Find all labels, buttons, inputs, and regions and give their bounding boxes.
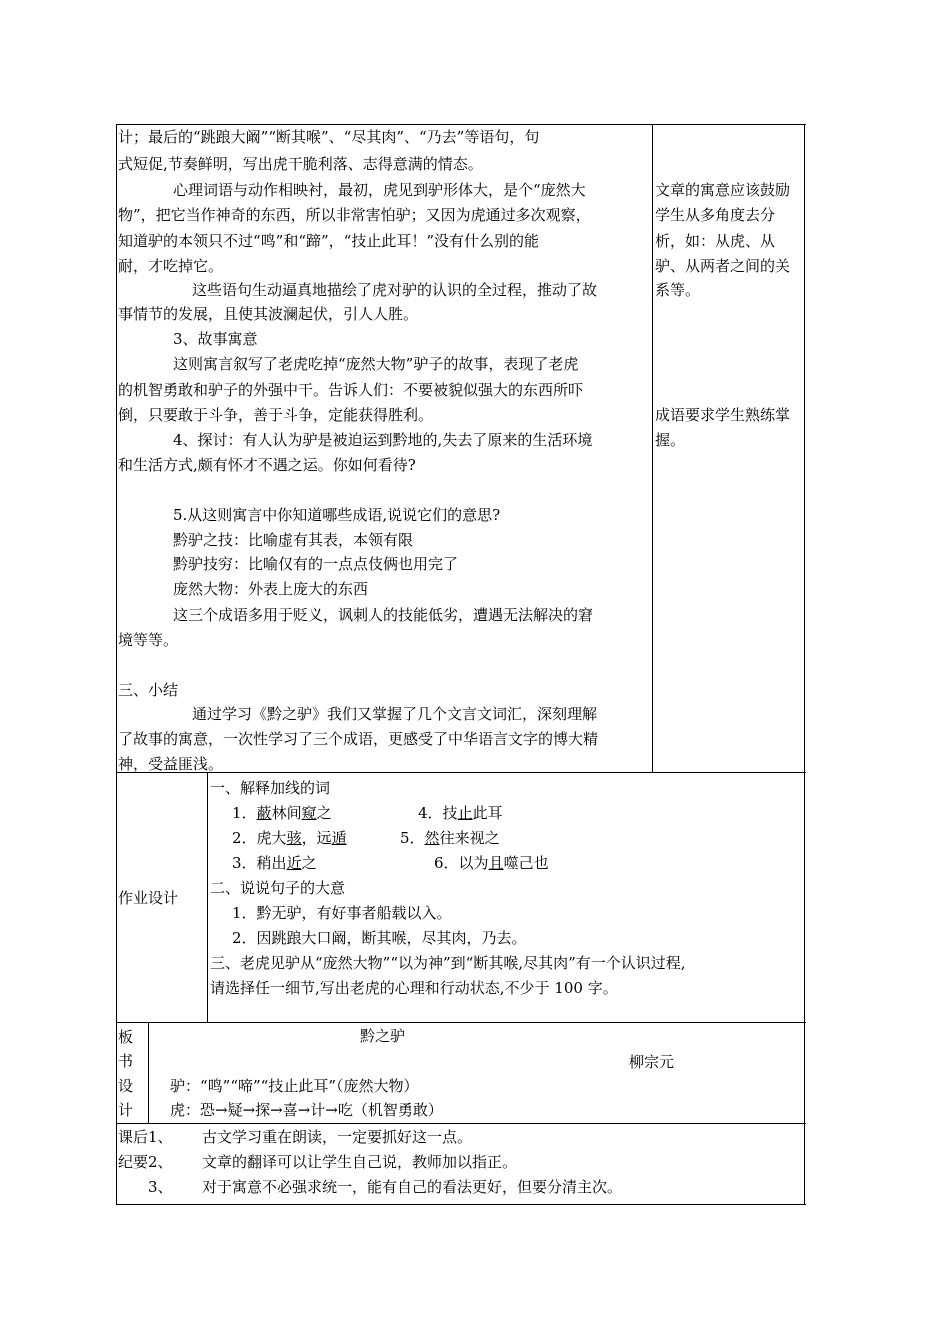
item-number: 1．	[232, 804, 257, 822]
afterclass-item-text: 古文学习重在朗读，一定要抓好这一点。	[202, 1128, 473, 1146]
board-label-divider	[148, 1022, 149, 1124]
underlined-word: 止	[457, 804, 473, 822]
underlined-word: 然	[424, 829, 440, 847]
item-number: 5．	[400, 829, 425, 847]
note-line: 驴、从两者之间的关	[655, 257, 791, 275]
item-text: 以为	[458, 854, 489, 872]
note-line: 系等。	[655, 281, 701, 299]
row-divider-afterclass	[116, 1123, 806, 1124]
afterclass-item-text: 对于寓意不必强求统一，能有自己的看法更好，但要分清主次。	[202, 1178, 623, 1196]
note-line: 文章的寓意应该鼓励	[655, 181, 791, 199]
note-line: 成语要求学生熟练掌	[655, 406, 791, 424]
note-line: 握。	[655, 431, 686, 449]
homework-section3-line: 三、老虎见驴从“庞然大物”“以为神”到“断其喉,尽其肉”有一个认识过程,	[210, 954, 686, 972]
underlined-word: 骇	[286, 829, 302, 847]
paragraph-line: 5.从这则寓言中你知道哪些成语,说说它们的意思?	[173, 506, 501, 524]
paragraph-line: 通过学习《黔之驴》我们又掌握了几个文言文词汇，深刻理解	[192, 705, 598, 723]
paragraph-line: 心理词语与动作相映衬，最初，虎见到驴形体大，是个“庞然大	[173, 181, 586, 199]
underlined-word: 遁	[331, 829, 347, 847]
underlined-word: 窥	[301, 804, 317, 822]
paragraph-line: 倒，只要敢于斗争，善于斗争，定能获得胜利。	[118, 406, 434, 424]
homework-label: 作业设计	[118, 889, 179, 907]
item-text: 噬己也	[503, 854, 549, 872]
underlined-word: 近	[286, 854, 302, 872]
table-border-bottom	[116, 1204, 806, 1205]
item-number: 4．	[418, 804, 443, 822]
vocab-item-1	[232, 804, 332, 822]
item-number: 6．	[434, 854, 459, 872]
paragraph-line: 式短促,节奏鲜明，写出虎干脆利落、志得意满的情态。	[118, 155, 483, 173]
sentence-item-2: 2．因跳踉大口阚，断其喉，尽其肉，乃去。	[232, 929, 527, 947]
table-border-right	[804, 124, 805, 1205]
homework-section3-line: 请选择任一细节,写出老虎的心理和行动状态,不少于 100 字。	[210, 979, 618, 997]
board-label-char: 设	[118, 1077, 134, 1095]
board-line-tiger: 虎：恐→疑→探→喜→计→吃（机智勇敢）	[170, 1101, 443, 1119]
paragraph-line: 境等等。	[118, 631, 179, 649]
paragraph-line: 的机智勇敢和驴子的外强中干。告诉人们：不要被貌似强大的东西所吓	[118, 381, 584, 399]
paragraph-line: 这则寓言叙写了老虎吃掉“庞然大物”驴子的故事，表现了老虎	[173, 355, 579, 373]
item-text: 稍出	[256, 854, 287, 872]
afterclass-item-number: 1、	[148, 1128, 173, 1146]
paragraph-line: 耐，才吃掉它。	[118, 257, 224, 275]
paragraph-line: 这些语句生动逼真地描绘了虎对驴的认识的全过程，推动了故	[192, 281, 598, 299]
notes-column-divider	[652, 124, 653, 773]
underlined-word: 蔽	[256, 804, 272, 822]
vocab-item-5	[400, 829, 500, 847]
afterclass-item-text: 文章的翻译可以让学生自己说，教师加以指正。	[202, 1153, 518, 1171]
afterclass-item-number: 2、	[148, 1153, 173, 1171]
vocab-item-6	[434, 854, 549, 872]
vocab-item-4	[418, 804, 503, 822]
paragraph-line: 知道驴的本领只不过“鸣”和“蹄”，“技止此耳！”没有什么别的能	[118, 232, 540, 250]
board-author: 柳宗元	[629, 1053, 675, 1071]
idiom-line: 庞然大物：外表上庞大的东西	[173, 580, 369, 598]
board-line-donkey: 驴：“鸣”“啼”“技止此耳”（庞然大物）	[170, 1077, 419, 1095]
item-text: 林间	[271, 804, 302, 822]
board-label-char: 计	[118, 1101, 134, 1119]
paragraph-line: 了故事的寓意，一次性学习了三个成语，更感受了中华语言文字的博大精	[118, 730, 599, 748]
homework-label-divider	[207, 772, 208, 1023]
item-text: 往来视之	[439, 829, 500, 847]
item-text: 之	[316, 804, 332, 822]
item-text: 此耳	[472, 804, 503, 822]
afterclass-label: 课后	[118, 1128, 149, 1146]
idiom-line: 黔驴技穷：比喻仅有的一点点伎俩也用完了	[173, 555, 459, 573]
note-line: 学生从多角度去分	[655, 206, 776, 224]
section-heading: 三、小结	[118, 681, 179, 699]
board-label-char: 板	[118, 1028, 134, 1046]
underlined-word: 且	[488, 854, 504, 872]
board-title: 黔之驴	[360, 1027, 406, 1045]
homework-section2-heading: 二、说说句子的大意	[210, 879, 346, 897]
afterclass-item-number: 3、	[148, 1178, 173, 1196]
vocab-item-2	[232, 829, 347, 847]
item-text: 之	[301, 854, 317, 872]
note-line: 析，如：从虎、从	[655, 232, 776, 250]
paragraph-line: 物”，把它当作神奇的东西，所以非常害怕驴；又因为虎通过多次观察，	[118, 206, 591, 224]
item-text: 技	[442, 804, 458, 822]
item-text: 虎大	[256, 829, 287, 847]
paragraph-line: 和生活方式,颇有怀才不遇之运。你如何看待?	[118, 456, 416, 474]
idiom-line: 黔驴之技：比喻虚有其表，本领有限	[173, 531, 414, 549]
afterclass-label: 纪要	[118, 1153, 149, 1171]
paragraph-line: 事情节的发展，且使其波澜起伏，引人人胜。	[118, 305, 419, 323]
paragraph-line: 这三个成语多用于贬义，讽刺人的技能低劣，遭遇无法解决的窘	[173, 606, 594, 624]
paragraph-line: 神，受益匪浅。	[118, 755, 224, 773]
paragraph-line: 计；最后的“跳踉大阚”“断其喉”、“尽其肉”、“乃去”等语句，句	[118, 128, 540, 146]
item-number: 3．	[232, 854, 257, 872]
row-divider-board	[116, 1022, 806, 1023]
item-number: 2．	[232, 829, 257, 847]
vocab-item-3	[232, 854, 317, 872]
board-label-char: 书	[118, 1052, 134, 1070]
sentence-item-1: 1．黔无驴，有好事者船载以入。	[232, 904, 452, 922]
table-border-left	[116, 124, 117, 1205]
table-border-top	[116, 124, 806, 125]
homework-section1-heading: 一、解释加线的词	[210, 779, 331, 797]
item-text: ，远	[301, 829, 332, 847]
section-heading: 3、故事寓意	[173, 330, 258, 348]
paragraph-line: 4、探讨：有人认为驴是被迫运到黔地的,失去了原来的生活环境	[173, 431, 593, 449]
